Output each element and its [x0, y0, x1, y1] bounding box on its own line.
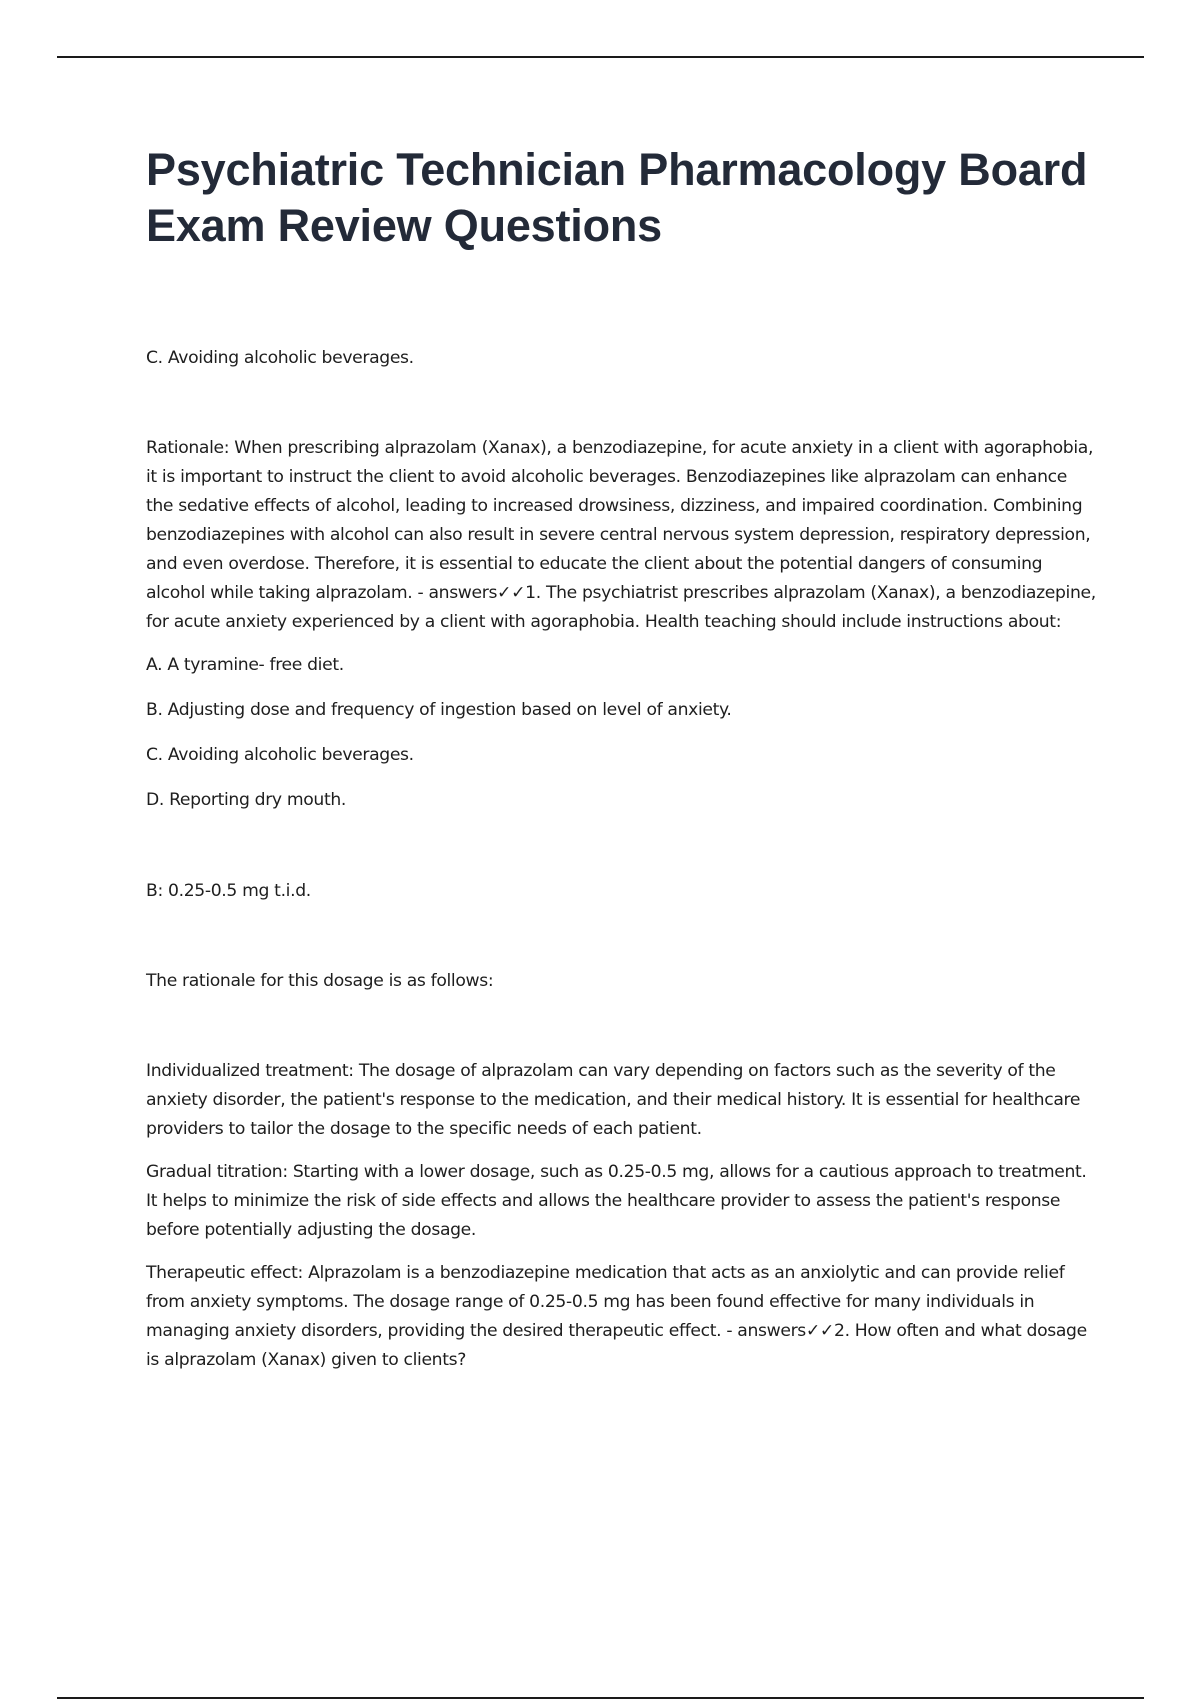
document-body: [146, 344, 1096, 1375]
therapeutic-effect-paragraph: Therapeutic effect: Alprazolam is a benzodiazepine medication that acts as an anxiolytic and can provide relief from anxiety symptoms. The dosage range of 0.25-0.5 mg has been found effective for many individuals in managing anxiety disorders, providing the desired therapeutic effect. - answers✓✓2. How often and what dosage is alprazolam (Xanax) given to clients?: [146, 1263, 1087, 1370]
page-title: Psychiatric Technician Pharmacology Board Exam Review Questions: [146, 144, 1088, 251]
dosage-rationale-intro: The rationale for this dosage is as follows:: [146, 971, 494, 991]
dosage-answer: B: 0.25-0.5 mg t.i.d.: [146, 881, 311, 901]
answer-option-c-heading: C. Avoiding alcoholic beverages.: [146, 348, 414, 368]
gradual-titration-paragraph: Gradual titration: Starting with a lower dosage, such as 0.25-0.5 mg, allows for a cautious approach to treatment. It helps to minimize the risk of side effects and allows the healthcare provider to assess the patient's response before potentially adjusting the dosage.: [146, 1162, 1087, 1240]
answer-option-c: C. Avoiding alcoholic beverages.: [146, 745, 414, 765]
answer-option-b: B. Adjusting dose and frequency of ingestion based on level of anxiety.: [146, 700, 732, 720]
rationale-paragraph: Rationale: When prescribing alprazolam (Xanax), a benzodiazepine, for acute anxiety in a client with agoraphobia, it is important to instruct the client to avoid alcoholic beverages. Benzodiazepines like alprazolam can enhance the sedative effects of alcohol, leading to increased drowsiness, dizziness, and impaired coordination. Combining benzodiazepines with alcohol can also result in severe central nervous system depression, respiratory depression, and even overdose. Therefore, it is essential to educate the client about the potential dangers of consuming alcohol while taking alprazolam. - answers✓✓1. The psychiatrist prescribes alprazolam (Xanax), a benzodiazepine, for acute anxiety experienced by a client with agoraphobia. Health teaching should include instructions about:: [146, 438, 1096, 632]
individualized-treatment-paragraph: Individualized treatment: The dosage of alprazolam can vary depending on factors such as the severity of the anxiety disorder, the patient's response to the medication, and their medical history. It is essential for healthcare providers to tailor the dosage to the specific needs of each patient.: [146, 1061, 1081, 1139]
answer-option-d: D. Reporting dry mouth.: [146, 790, 346, 810]
answer-option-a: A. A tyramine- free diet.: [146, 655, 344, 675]
top-divider: [57, 56, 1144, 58]
bottom-divider: [57, 1697, 1144, 1699]
